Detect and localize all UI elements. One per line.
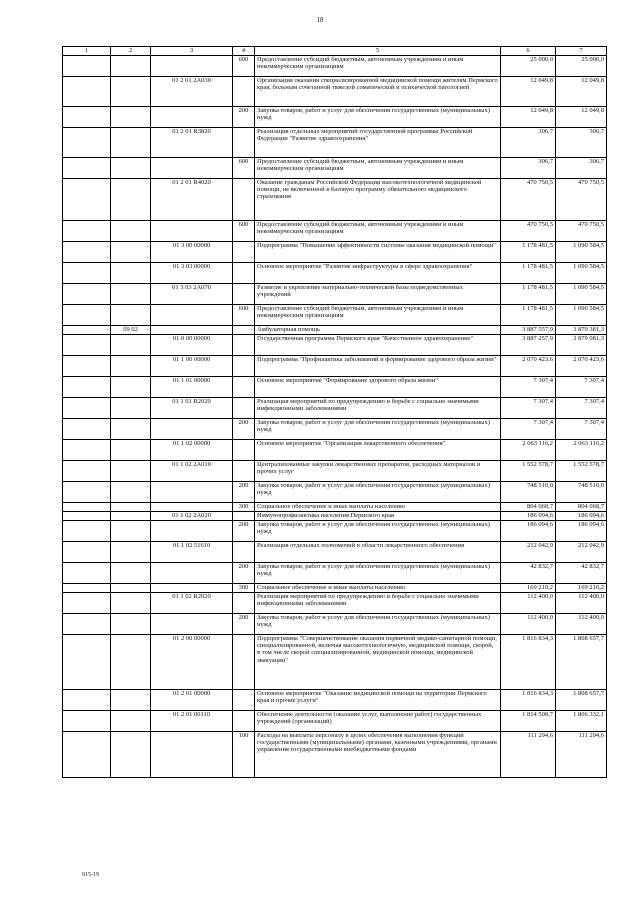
cell-target-code: [151, 107, 233, 128]
cell-description: Обеспечение деятельности (оказание услуг, выполнение работ) государственных учреждений (организаций): [255, 711, 501, 732]
page-number: 18: [316, 16, 324, 24]
cell-description: Основное мероприятие "Развитие инфраструктуры в сфере здравоохранения": [255, 263, 501, 284]
table-row: [63, 128, 607, 158]
cell-description: Социальное обеспечение и иные выплаты населению: [255, 503, 501, 512]
cell-col1: [63, 158, 111, 179]
cell-target-code: 01 1 02 2А010: [151, 461, 233, 482]
table-row: [63, 221, 607, 242]
cell-amount-year2: 7 307,4: [556, 419, 607, 440]
cell-amount-year1: 306,7: [501, 128, 556, 158]
cell-col1: [63, 512, 111, 521]
cell-col1: [63, 461, 111, 482]
cell-section: [111, 77, 151, 107]
cell-col1: [63, 521, 111, 542]
cell-amount-year2: 1 808 657,7: [556, 635, 607, 690]
cell-description: Предоставление субсидий бюджетным, автономным учреждениям и иным некоммерческим организациям: [255, 305, 501, 326]
cell-target-code: [151, 326, 233, 335]
cell-amount-year1: 1 178 481,5: [501, 305, 556, 326]
cell-expense-type: [233, 593, 255, 614]
cell-description: Иммунопрофилактика населения Пермского края: [255, 512, 501, 521]
cell-col1: [63, 732, 111, 778]
cell-expense-type: 600: [233, 305, 255, 326]
cell-target-code: [151, 521, 233, 542]
cell-amount-year2: 186 094,6: [556, 512, 607, 521]
cell-description: Предоставление субсидий бюджетным, автономным учреждениям и иным некоммерческим организациям: [255, 221, 501, 242]
cell-amount-year2: 306,7: [556, 128, 607, 158]
cell-col1: [63, 584, 111, 593]
cell-target-code: [151, 158, 233, 179]
cell-col1: [63, 356, 111, 377]
cell-amount-year2: 112 400,0: [556, 614, 607, 635]
cell-col1: [63, 56, 111, 77]
column-header: 3: [151, 47, 233, 56]
cell-description: Централизованные закупки лекарственных препаратов, расходных материалов и прочих услуг: [255, 461, 501, 482]
cell-expense-type: 600: [233, 158, 255, 179]
cell-amount-year2: 748 510,0: [556, 482, 607, 503]
cell-target-code: 01 1 02 51610: [151, 542, 233, 563]
cell-section: [111, 563, 151, 584]
cell-section: [111, 284, 151, 305]
cell-amount-year1: 186 094,6: [501, 512, 556, 521]
cell-col1: [63, 305, 111, 326]
table-row: [63, 398, 607, 419]
cell-amount-year1: 12 049,8: [501, 77, 556, 107]
table-row: [63, 440, 607, 461]
cell-col1: [63, 77, 111, 107]
cell-section: [111, 711, 151, 732]
cell-col1: [63, 503, 111, 512]
cell-amount-year1: 306,7: [501, 158, 556, 179]
cell-amount-year2: 1 806 332,1: [556, 711, 607, 732]
cell-description: Расходы на выплаты персоналу в целях обеспечения выполнения функций государственными (муниципальными) органами, казенными учреждениями, органами управления государственными внебюджетными фондами: [255, 732, 501, 778]
cell-col1: [63, 398, 111, 419]
cell-amount-year2: 7 307,4: [556, 377, 607, 398]
cell-expense-type: 300: [233, 503, 255, 512]
cell-description: Основное мероприятие "Оказание медицинской помощи на территории Пермского края и прочие услуги": [255, 690, 501, 711]
cell-target-code: [151, 584, 233, 593]
cell-description: Развитие и укрепление материально-технической базы подведомственных учреждений: [255, 284, 501, 305]
cell-expense-type: [233, 398, 255, 419]
cell-col1: [63, 242, 111, 263]
cell-target-code: [151, 614, 233, 635]
cell-amount-year1: 1 552 578,7: [501, 461, 556, 482]
table-row: [63, 305, 607, 326]
cell-description: Реализация отдельных мероприятий государственной программы Российской Федерации "Развитие здравоохранения": [255, 128, 501, 158]
cell-target-code: 01 2 01 00000: [151, 690, 233, 711]
table-row: [63, 284, 607, 305]
cell-expense-type: [233, 512, 255, 521]
cell-expense-type: [233, 335, 255, 356]
cell-section: [111, 56, 151, 77]
cell-col1: [63, 335, 111, 356]
cell-description: Закупка товаров, работ и услуг для обеспечения государственных (муниципальных) нужд: [255, 563, 501, 584]
table-row: [63, 521, 607, 542]
cell-amount-year1: 3 887 257,9: [501, 335, 556, 356]
column-header: 5: [255, 47, 501, 56]
cell-section: [111, 690, 151, 711]
cell-amount-year2: 470 750,5: [556, 179, 607, 221]
cell-description: Закупка товаров, работ и услуг для обеспечения государственных (муниципальных) нужд: [255, 482, 501, 503]
cell-section: [111, 179, 151, 221]
cell-amount-year1: 7 307,4: [501, 419, 556, 440]
table-row: [63, 263, 607, 284]
cell-expense-type: [233, 690, 255, 711]
cell-section: [111, 335, 151, 356]
cell-expense-type: [233, 326, 255, 335]
cell-expense-type: [233, 284, 255, 305]
cell-col1: [63, 221, 111, 242]
cell-amount-year1: 212 042,9: [501, 542, 556, 563]
table-row: [63, 158, 607, 179]
cell-amount-year1: 1 814 508,7: [501, 711, 556, 732]
cell-amount-year2: 212 042,9: [556, 542, 607, 563]
cell-expense-type: 200: [233, 563, 255, 584]
cell-expense-type: 200: [233, 107, 255, 128]
table-row: [63, 584, 607, 593]
table-row: [63, 614, 607, 635]
cell-amount-year1: 1 816 834,3: [501, 635, 556, 690]
cell-expense-type: 600: [233, 221, 255, 242]
cell-amount-year2: 1 090 584,5: [556, 305, 607, 326]
cell-col1: [63, 635, 111, 690]
cell-amount-year2: 42 832,7: [556, 563, 607, 584]
cell-description: Предоставление субсидий бюджетным, автономным учреждениям и иным некоммерческим организациям: [255, 56, 501, 77]
cell-description: Основное мероприятие "Формирование здорового образа жизни": [255, 377, 501, 398]
table-row: [63, 711, 607, 732]
cell-amount-year2: 112 400,0: [556, 593, 607, 614]
cell-description: Предоставление субсидий бюджетным, автономным учреждениям и иным некоммерческим организациям: [255, 158, 501, 179]
cell-col1: [63, 711, 111, 732]
table-row: [63, 563, 607, 584]
table-row: [63, 512, 607, 521]
cell-expense-type: [233, 377, 255, 398]
cell-amount-year2: 25 000,0: [556, 56, 607, 77]
cell-amount-year2: 186 094,6: [556, 521, 607, 542]
cell-amount-year1: 748 510,0: [501, 482, 556, 503]
cell-section: [111, 221, 151, 242]
cell-amount-year2: 111 294,6: [556, 732, 607, 778]
cell-description: Подпрограмма "Профилактика заболеваний и формирование здорового образа жизни": [255, 356, 501, 377]
cell-amount-year1: 42 832,7: [501, 563, 556, 584]
cell-section: [111, 542, 151, 563]
column-header: 6: [501, 47, 556, 56]
column-header: 2: [111, 47, 151, 56]
cell-amount-year2: 12 049,8: [556, 107, 607, 128]
cell-amount-year1: 2 070 423,6: [501, 356, 556, 377]
cell-section: [111, 107, 151, 128]
cell-amount-year1: 470 750,5: [501, 221, 556, 242]
cell-target-code: 01 2 01 R3820: [151, 128, 233, 158]
table-row: [63, 335, 607, 356]
footer-code: 915-19: [82, 872, 99, 878]
cell-expense-type: [233, 461, 255, 482]
table-row: [63, 107, 607, 128]
cell-section: [111, 521, 151, 542]
cell-section: [111, 356, 151, 377]
cell-target-code: [151, 305, 233, 326]
budget-table: [62, 46, 607, 778]
cell-col1: [63, 326, 111, 335]
cell-target-code: 01 3 00 00000: [151, 242, 233, 263]
table-row: [63, 635, 607, 690]
cell-amount-year1: 12 049,8: [501, 107, 556, 128]
cell-col1: [63, 614, 111, 635]
table-row: [63, 593, 607, 614]
cell-section: [111, 584, 151, 593]
cell-amount-year1: 7 307,4: [501, 377, 556, 398]
cell-amount-year1: 470 750,5: [501, 179, 556, 221]
cell-description: Государственная программа Пермского края "Качественное здравоохранение": [255, 335, 501, 356]
cell-expense-type: 200: [233, 482, 255, 503]
cell-section: [111, 593, 151, 614]
cell-description: Организация оказания специализированной медицинской помощи жителям Пермского края, больным сочетанной тяжелой соматической и психической патологией: [255, 77, 501, 107]
cell-amount-year1: 1 178 481,5: [501, 263, 556, 284]
cell-amount-year2: 12 049,8: [556, 77, 607, 107]
cell-amount-year2: 1 808 657,7: [556, 690, 607, 711]
cell-amount-year2: 1 090 584,5: [556, 242, 607, 263]
table-header-row: [63, 47, 607, 56]
cell-expense-type: [233, 242, 255, 263]
table-row: [63, 242, 607, 263]
cell-amount-year1: 169 210,2: [501, 584, 556, 593]
column-header: 7: [556, 47, 607, 56]
table-row: [63, 482, 607, 503]
cell-amount-year1: 112 400,0: [501, 614, 556, 635]
cell-description: Подпрограмма "Совершенствование оказания первичной медико-санитарной помощи, специализированной, включая высокотехнологичную, медицинской помощи, скорой, в том числе скорой специализированной, медицинской помощи, медицинской эвакуации": [255, 635, 501, 690]
cell-section: [111, 158, 151, 179]
cell-col1: [63, 440, 111, 461]
cell-expense-type: [233, 440, 255, 461]
table-body: [63, 56, 607, 778]
cell-amount-year1: 2 063 116,2: [501, 440, 556, 461]
cell-target-code: 01 2 01 R4020: [151, 179, 233, 221]
cell-col1: [63, 284, 111, 305]
cell-col1: [63, 179, 111, 221]
cell-amount-year2: 3 879 081,3: [556, 335, 607, 356]
table-row: [63, 77, 607, 107]
cell-expense-type: [233, 77, 255, 107]
cell-amount-year1: 1 816 834,3: [501, 690, 556, 711]
cell-target-code: 01 2 00 00000: [151, 635, 233, 690]
cell-target-code: [151, 482, 233, 503]
cell-description: Основное мероприятие "Организация лекарственного обеспечения": [255, 440, 501, 461]
cell-col1: [63, 377, 111, 398]
cell-expense-type: [233, 356, 255, 377]
cell-section: [111, 482, 151, 503]
cell-description: Социальное обеспечение и иные выплаты населению: [255, 584, 501, 593]
cell-amount-year1: 1 178 481,5: [501, 242, 556, 263]
cell-amount-year1: 804 068,7: [501, 503, 556, 512]
cell-amount-year2: 2 070 423,6: [556, 356, 607, 377]
cell-target-code: 01 2 01 2А030: [151, 77, 233, 107]
table-row: [63, 419, 607, 440]
table-row: [63, 690, 607, 711]
cell-description: Реализация отдельных полномочий в области лекарственного обеспечения: [255, 542, 501, 563]
cell-section: [111, 461, 151, 482]
cell-section: [111, 512, 151, 521]
cell-section: [111, 614, 151, 635]
cell-amount-year1: 186 094,6: [501, 521, 556, 542]
cell-description: Закупка товаров, работ и услуг для обеспечения государственных (муниципальных) нужд: [255, 419, 501, 440]
cell-description: Амбулаторная помощь: [255, 326, 501, 335]
cell-col1: [63, 482, 111, 503]
cell-amount-year2: 1 090 584,5: [556, 263, 607, 284]
cell-section: [111, 398, 151, 419]
cell-expense-type: [233, 263, 255, 284]
cell-expense-type: [233, 635, 255, 690]
table-row: [63, 356, 607, 377]
cell-description: Закупка товаров, работ и услуг для обеспечения государственных (муниципальных) нужд: [255, 614, 501, 635]
cell-target-code: 01 3 03 00000: [151, 263, 233, 284]
cell-col1: [63, 690, 111, 711]
cell-target-code: [151, 419, 233, 440]
cell-target-code: 01 1 00 00000: [151, 356, 233, 377]
cell-section: [111, 305, 151, 326]
cell-col1: [63, 542, 111, 563]
cell-col1: [63, 593, 111, 614]
cell-amount-year1: 3 887 557,9: [501, 326, 556, 335]
cell-target-code: 01 1 01 00000: [151, 377, 233, 398]
cell-section: [111, 242, 151, 263]
cell-amount-year2: 1 090 584,5: [556, 284, 607, 305]
cell-target-code: 01 1 02 00000: [151, 440, 233, 461]
cell-target-code: 01 1 02 R2020: [151, 593, 233, 614]
cell-target-code: 01 3 03 2А070: [151, 284, 233, 305]
table-row: [63, 732, 607, 778]
cell-amount-year1: 112 400,0: [501, 593, 556, 614]
cell-amount-year1: 111 294,6: [501, 732, 556, 778]
cell-section: [111, 419, 151, 440]
cell-section: 09 02: [111, 326, 151, 335]
cell-description: Закупка товаров, работ и услуг для обеспечения государственных (муниципальных) нужд: [255, 107, 501, 128]
cell-col1: [63, 128, 111, 158]
cell-target-code: 01 1 02 2А020: [151, 512, 233, 521]
cell-description: Оказание гражданам Российской Федерации высокотехнологичной медицинской помощи, не включенной в базовую программу обязательного медицинского страхования: [255, 179, 501, 221]
cell-section: [111, 377, 151, 398]
cell-expense-type: 200: [233, 614, 255, 635]
cell-target-code: [151, 221, 233, 242]
cell-expense-type: 200: [233, 521, 255, 542]
column-header: 4: [233, 47, 255, 56]
cell-amount-year2: 1 552 578,7: [556, 461, 607, 482]
cell-amount-year1: 25 000,0: [501, 56, 556, 77]
cell-expense-type: 600: [233, 56, 255, 77]
cell-description: Реализация мероприятий по предупреждению и борьбе с социально значимыми инфекционными заболеваниями: [255, 398, 501, 419]
cell-target-code: 01 1 01 R2020: [151, 398, 233, 419]
table-row: [63, 503, 607, 512]
cell-col1: [63, 263, 111, 284]
cell-col1: [63, 563, 111, 584]
cell-expense-type: 100: [233, 732, 255, 778]
table-row: [63, 326, 607, 335]
cell-description: Реализация мероприятий по предупреждению и борьбе с социально значимыми инфекционными заболеваниями: [255, 593, 501, 614]
cell-amount-year1: 1 178 481,5: [501, 284, 556, 305]
cell-amount-year2: 804 068,7: [556, 503, 607, 512]
cell-section: [111, 440, 151, 461]
cell-amount-year2: 470 750,5: [556, 221, 607, 242]
cell-amount-year2: 169 210,2: [556, 584, 607, 593]
cell-amount-year2: 306,7: [556, 158, 607, 179]
table-row: [63, 461, 607, 482]
cell-amount-year2: 7 307,4: [556, 398, 607, 419]
cell-expense-type: [233, 542, 255, 563]
cell-description: Подпрограмма "Повышение эффективности системы оказания медицинской помощи": [255, 242, 501, 263]
cell-expense-type: 300: [233, 584, 255, 593]
table-row: [63, 179, 607, 221]
cell-expense-type: [233, 711, 255, 732]
cell-section: [111, 503, 151, 512]
cell-section: [111, 732, 151, 778]
cell-amount-year2: 2 063 116,2: [556, 440, 607, 461]
cell-expense-type: [233, 179, 255, 221]
column-header: 1: [63, 47, 111, 56]
cell-target-code: 01 2 01 00110: [151, 711, 233, 732]
cell-expense-type: [233, 128, 255, 158]
cell-target-code: [151, 503, 233, 512]
cell-section: [111, 635, 151, 690]
cell-target-code: [151, 56, 233, 77]
cell-col1: [63, 107, 111, 128]
cell-target-code: 01 0 00 00000: [151, 335, 233, 356]
cell-target-code: [151, 563, 233, 584]
cell-section: [111, 128, 151, 158]
cell-col1: [63, 419, 111, 440]
cell-section: [111, 263, 151, 284]
cell-target-code: [151, 732, 233, 778]
table-row: [63, 377, 607, 398]
cell-description: Закупка товаров, работ и услуг для обеспечения государственных (муниципальных) нужд: [255, 521, 501, 542]
cell-amount-year1: 7 307,4: [501, 398, 556, 419]
cell-amount-year2: 3 879 381,3: [556, 326, 607, 335]
table-row: [63, 542, 607, 563]
cell-expense-type: 200: [233, 419, 255, 440]
table-row: [63, 56, 607, 77]
